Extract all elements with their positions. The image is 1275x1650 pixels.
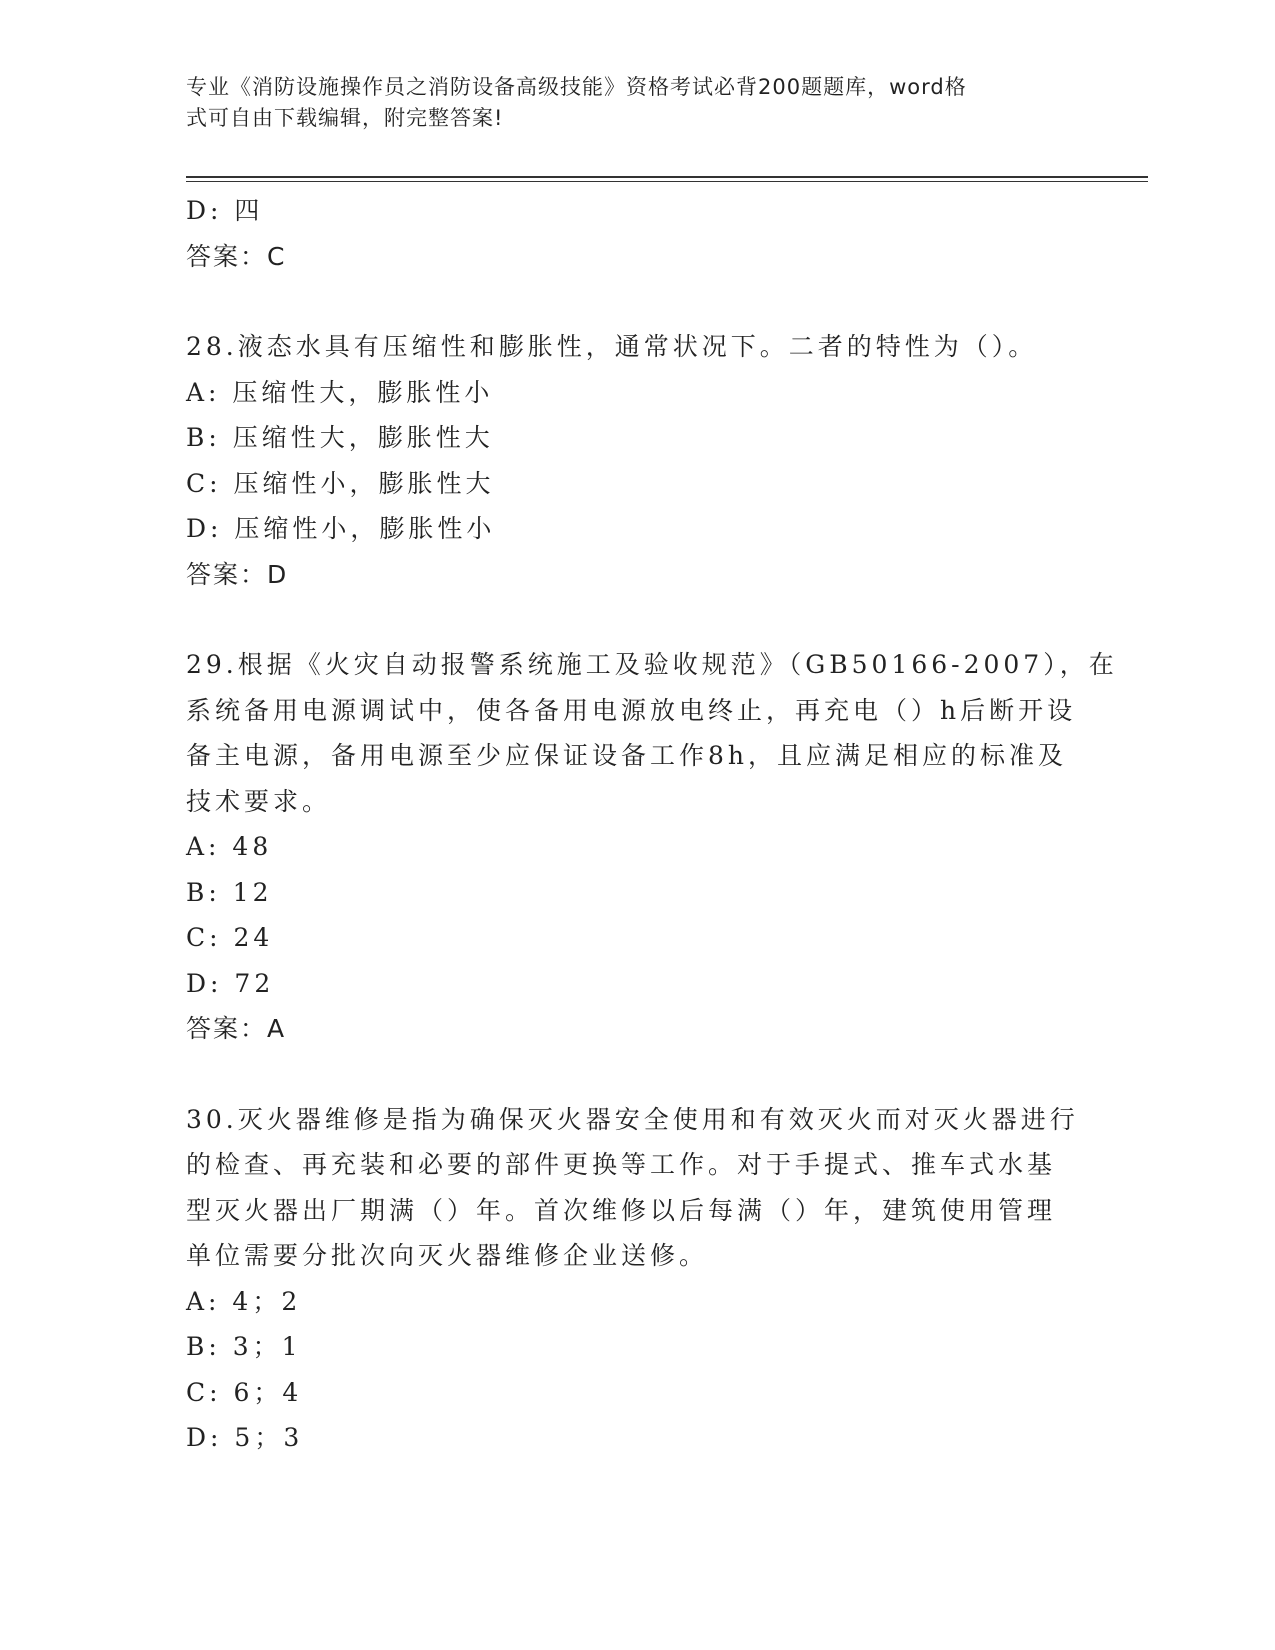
answer-label: 答案：A: [186, 1014, 287, 1043]
option-a: A: 48: [186, 832, 273, 861]
option-d: D: 72: [186, 968, 275, 998]
question-27-tail: [186, 188, 1066, 279]
option-c: C: 压缩性小，膨胀性大: [186, 468, 495, 498]
question-stem-line: 技术要求。: [186, 786, 332, 816]
option-a: A: 压缩性大，膨胀性小: [186, 377, 494, 407]
question-stem: 28.液态水具有压缩性和膨胀性，通常状况下。二者的特性为（）。: [186, 332, 1038, 361]
question-29: [186, 642, 1118, 1052]
header-rule-thick: [186, 176, 1148, 178]
option-b: B: 3；1: [186, 1332, 302, 1361]
question-30: [186, 1097, 1079, 1461]
answer-label: 答案：D: [186, 559, 289, 589]
option-b: B: 压缩性大，膨胀性大: [186, 423, 494, 452]
question-stem-line: 的检查、再充装和必要的部件更换等工作。对于手提式、推车式水基: [186, 1150, 1057, 1179]
option-d: D: 四: [186, 196, 264, 225]
option-d: D: 压缩性小，膨胀性小: [186, 514, 496, 543]
option-c: C: 24: [186, 923, 274, 952]
option-d: D: 5；3: [186, 1423, 304, 1452]
question-stem-line: 29.根据《火灾自动报警系统施工及验收规范》（GB50166-2007），在: [186, 650, 1118, 679]
header-line-2: 式可自由下载编辑，附完整答案!: [186, 106, 504, 130]
document-header: [186, 72, 1066, 134]
option-a: A: 4；2: [186, 1286, 302, 1316]
question-stem-line: 系统备用电源调试中，使各备用电源放电终止，再充电（）h后断开设: [186, 695, 1077, 725]
question-stem-line: 单位需要分批次向灭火器维修企业送修。: [186, 1241, 709, 1270]
header-line-1: 专业《消防设施操作员之消防设备高级技能》资格考试必背200题题库，word格: [186, 75, 967, 99]
question-stem-line: 30.灭火器维修是指为确保灭火器安全使用和有效灭火而对灭火器进行: [186, 1104, 1079, 1134]
option-b: B: 12: [186, 877, 273, 907]
question-list: [186, 188, 1118, 1461]
answer-label: 答案：C: [186, 241, 287, 271]
question-stem-line: 型灭火器出厂期满（）年。首次维修以后每满（）年，建筑使用管理: [186, 1195, 1057, 1225]
header-rule-thin: [186, 181, 1148, 182]
option-c: C: 6；4: [186, 1377, 303, 1407]
question-stem-line: 备主电源，备用电源至少应保证设备工作8h，且应满足相应的标准及: [186, 741, 1068, 770]
question-28: [186, 324, 1066, 597]
